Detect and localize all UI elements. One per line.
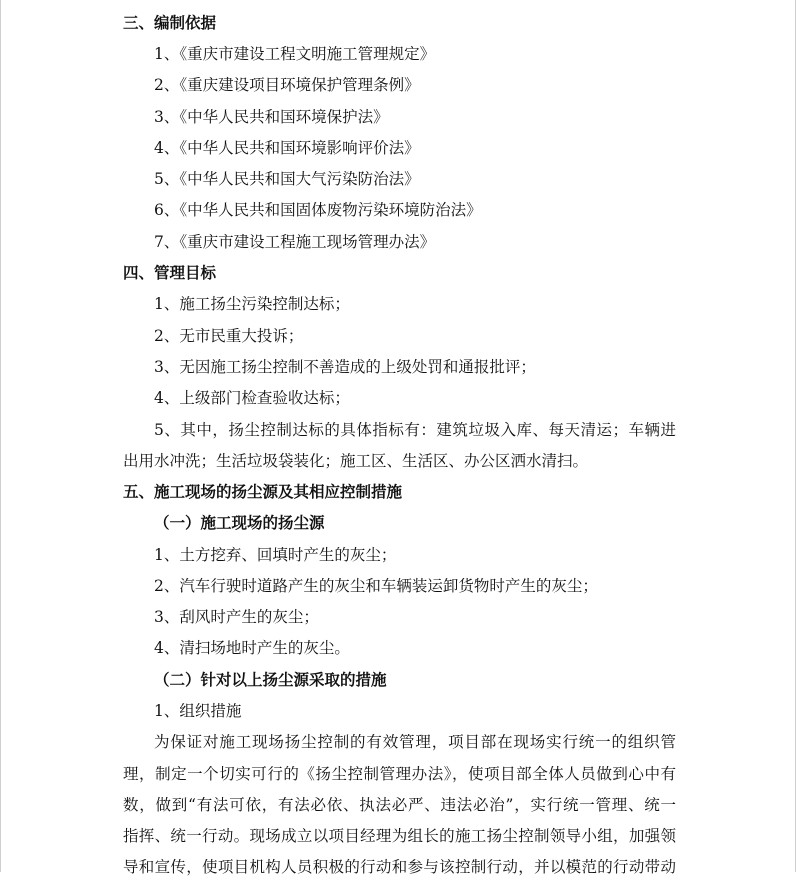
list-item: 2、汽车行驶时道路产生的灰尘和车辆装运卸货物时产生的灰尘； bbox=[154, 577, 598, 595]
subsection-heading: （二）针对以上扬尘源采取的措施 bbox=[154, 670, 387, 689]
list-item-continuation: 出用水冲洗；生活垃圾袋装化；施工区、生活区、办公区洒水清扫。 bbox=[123, 452, 589, 470]
paragraph-line: 指挥、统一行动。现场成立以项目经理为组长的施工扬尘控制领导小组，加强领 bbox=[123, 827, 676, 845]
list-item: 1、土方挖弃、回填时产生的灰尘； bbox=[154, 546, 397, 564]
list-item: 1、组织措施 bbox=[154, 702, 242, 720]
list-item: 1、《重庆市建设工程文明施工管理规定》 bbox=[154, 45, 436, 63]
list-item: 2、《重庆建设项目环境保护管理条例》 bbox=[154, 76, 420, 94]
list-item: 3、刮风时产生的灰尘； bbox=[154, 608, 319, 626]
list-item: 6、《中华人民共和国固体废物污染环境防治法》 bbox=[154, 201, 482, 219]
section-heading: 四、管理目标 bbox=[123, 263, 217, 282]
paragraph-line: 理，制定一个切实可行的《扬尘控制管理办法》，使项目部全体人员做到心中有 bbox=[123, 765, 676, 783]
list-item: 4、清扫场地时产生的灰尘。 bbox=[154, 639, 350, 657]
page-left-border bbox=[0, 0, 1, 872]
paragraph-line: 数，做到“有法可依，有法必依、执法必严、违法必治”，实行统一管理、统一 bbox=[123, 796, 676, 814]
section-heading: 五、施工现场的扬尘源及其相应控制措施 bbox=[123, 482, 403, 501]
list-item: 4、《中华人民共和国环境影响评价法》 bbox=[154, 139, 420, 157]
list-item: 1、施工扬尘污染控制达标； bbox=[154, 295, 350, 313]
subsection-heading: （一）施工现场的扬尘源 bbox=[154, 513, 325, 532]
list-item: 2、无市民重大投诉； bbox=[154, 327, 304, 345]
paragraph-line: 为保证对施工现场扬尘控制的有效管理，项目部在现场实行统一的组织管 bbox=[154, 733, 676, 751]
section-heading: 三、编制依据 bbox=[123, 13, 217, 32]
list-item: 5、《中华人民共和国大气污染防治法》 bbox=[154, 170, 420, 188]
list-item: 3、《中华人民共和国环境保护法》 bbox=[154, 108, 389, 126]
list-item: 7、《重庆市建设工程施工现场管理办法》 bbox=[154, 233, 436, 251]
paragraph-line: 导和宣传，使项目机构人员积极的行动和参与该控制行动，并以模范的行动带动 bbox=[123, 858, 676, 876]
list-item: 5、其中，扬尘控制达标的具体指标有：建筑垃圾入库、每天清运；车辆进 bbox=[154, 421, 676, 439]
list-item: 3、无因施工扬尘控制不善造成的上级处罚和通报批评； bbox=[154, 358, 536, 376]
list-item: 4、上级部门检查验收达标； bbox=[154, 389, 350, 407]
